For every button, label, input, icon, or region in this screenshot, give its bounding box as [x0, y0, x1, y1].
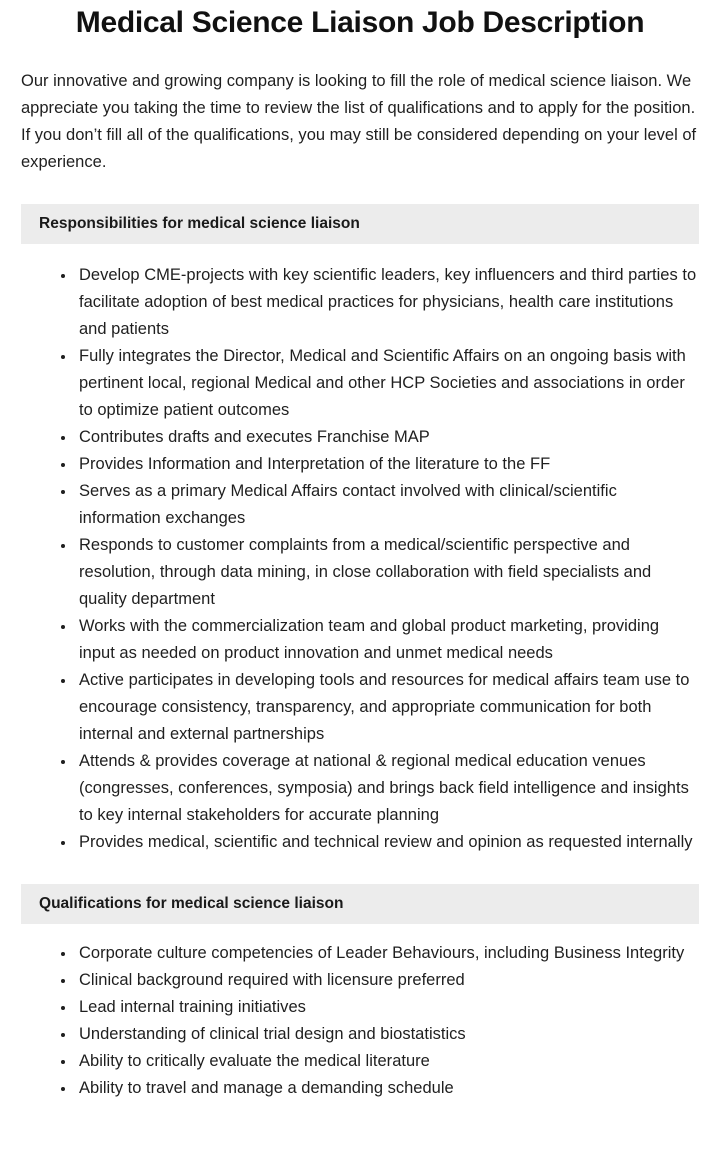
section-header-label: Qualifications for medical science liaison [39, 895, 344, 912]
list-item: Responds to customer complaints from a medical/scientific perspective and resolution, through data mining, in close collaboration with field specialists and quality department [58, 532, 699, 613]
page-title: Medical Science Liaison Job Description [75, 6, 645, 39]
list-item: Contributes drafts and executes Franchise MAP [58, 424, 699, 451]
list-item: Attends & provides coverage at national & regional medical education venues (congresses, conferences, symposia) and brings back field intelligence and insights to key internal stakeholders for accurate planning [58, 748, 699, 829]
intro-paragraph: Our innovative and growing company is looking to fill the role of medical science liaison. We appreciate you taking the time to review the list of qualifications and to apply for the position. If you don’t fill all of the qualifications, you may still be considered depending on your level of experience. [21, 72, 697, 171]
list-item: Active participates in developing tools and resources for medical affairs team use to encourage consistency, transparency, and appropriate communication for both internal and external partnerships [58, 667, 699, 748]
list-item: Serves as a primary Medical Affairs contact involved with clinical/scientific information exchanges [58, 478, 699, 532]
section-header-qualifications [21, 884, 699, 924]
section-header-label: Responsibilities for medical science liaison [39, 215, 360, 232]
list-item: Ability to travel and manage a demanding schedule [58, 1075, 699, 1102]
section-header-responsibilities [21, 204, 699, 244]
list-item: Corporate culture competencies of Leader Behaviours, including Business Integrity [58, 940, 699, 967]
section-responsibilities [21, 204, 699, 856]
list-item: Fully integrates the Director, Medical and Scientific Affairs on an ongoing basis with pertinent local, regional Medical and other HCP Societies and associations in order to optimize patient outcomes [58, 343, 699, 424]
list-item: Provides medical, scientific and technical review and opinion as requested internally [58, 829, 699, 856]
list-item: Lead internal training initiatives [58, 994, 699, 1021]
list-item: Understanding of clinical trial design and biostatistics [58, 1021, 699, 1048]
list-item: Develop CME-projects with key scientific leaders, key influencers and third parties to facilitate adoption of best medical practices for physicians, health care institutions and patients [58, 262, 699, 343]
list-item: Ability to critically evaluate the medical literature [58, 1048, 699, 1075]
list-item: Provides Information and Interpretation of the literature to the FF [58, 451, 699, 478]
list-item: Clinical background required with licensure preferred [58, 967, 699, 994]
responsibilities-list [21, 262, 699, 856]
qualifications-list [21, 940, 699, 1102]
list-item: Works with the commercialization team and global product marketing, providing input as needed on product innovation and unmet medical needs [58, 613, 699, 667]
section-qualifications [21, 884, 699, 1102]
